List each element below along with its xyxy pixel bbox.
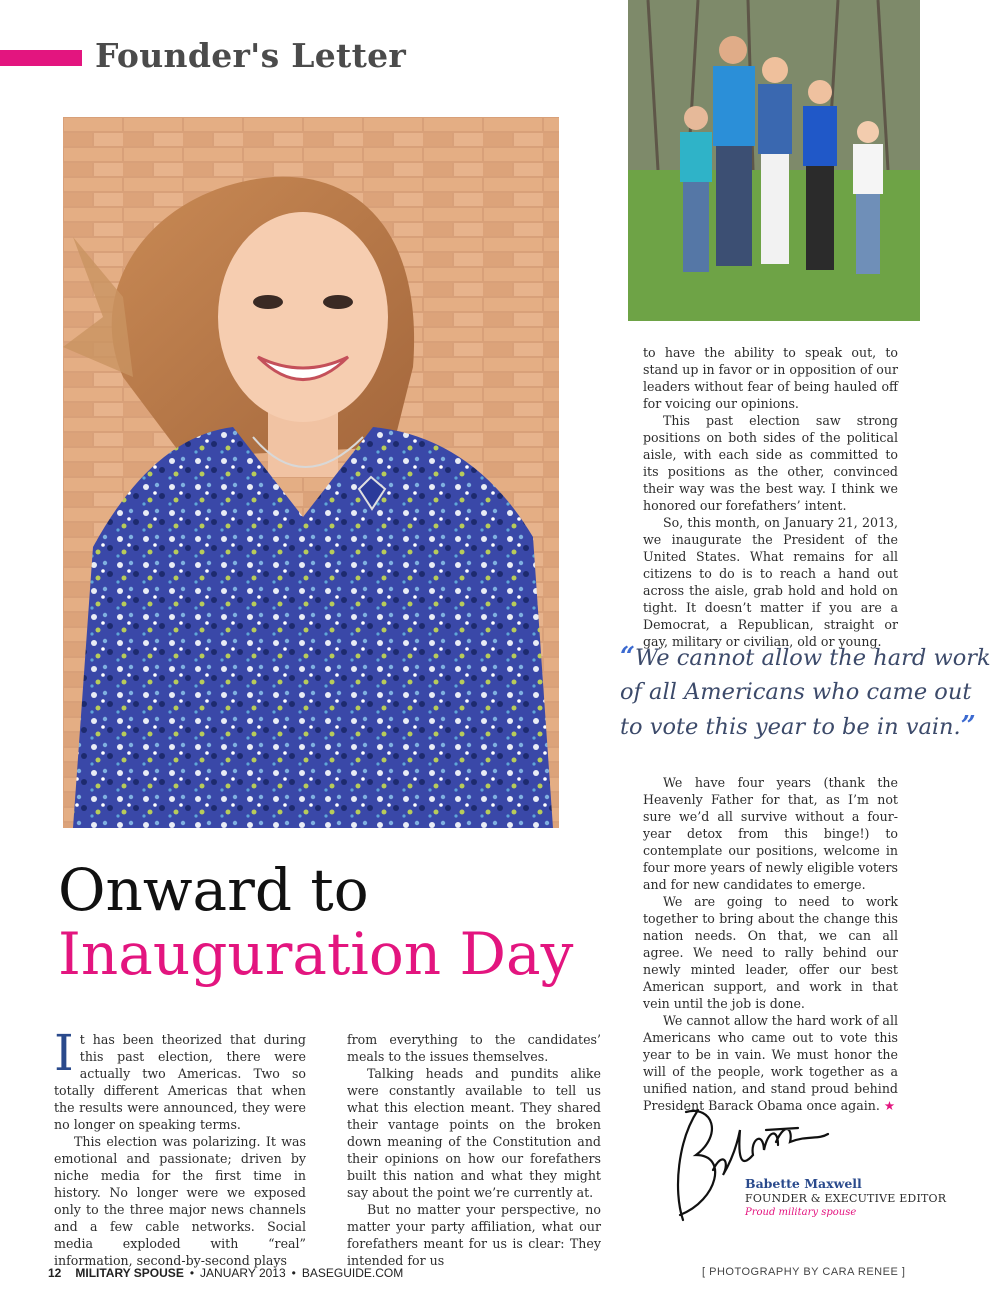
page-footer — [48, 1266, 403, 1280]
page-number: 12 — [48, 1266, 62, 1280]
paragraph: This past election saw strong positions on both sides of the political aisle, with each side as committed to its positions as the other, convinced their way was the best way. I think we honored our forefathers’ intent. — [643, 413, 898, 513]
close-quote-mark: ” — [960, 711, 976, 741]
article-column-left — [54, 1024, 306, 1269]
section-title: Founder's Letter — [95, 36, 407, 75]
paragraph: So, this month, on January 21, 2013, we inaugurate the President of the United States. What remains for all citizens to do is to reach a hand out across the aisle, grab hold and hold on tight. It doesn’t matter if you are a Democrat, a Republican, straight or gay, military or civilian, old or young. — [643, 515, 898, 649]
separator-dot: • — [189, 1266, 195, 1280]
headline-line-1: Onward to — [58, 856, 369, 924]
article-column-right-top — [643, 344, 898, 650]
headline — [58, 858, 598, 986]
issue-date: JANUARY 2013 — [200, 1266, 286, 1280]
magazine-name: MILITARY SPOUSE — [75, 1266, 184, 1280]
pull-quote-line: We cannot allow the hard work — [634, 645, 991, 671]
star-icon: ★ — [883, 1098, 896, 1113]
paragraph: But no matter your perspective, no matter your party affiliation, what our forefathers meant for us is clear: They intended for us — [347, 1202, 601, 1268]
website: BASEGUIDE.COM — [301, 1266, 404, 1280]
paragraph: Talking heads and pundits alike were constantly available to tell us what this election meant. They shared their vantage points on the broken down meaning of the Constitution and their opinions on how our forefathers built this nation and what they might say about the point we’re currently at. — [347, 1066, 601, 1200]
pull-quote-line: of all Americans who came out — [620, 679, 972, 705]
paragraph: t has been theorized that during this past election, there were actually two Americas. Two so totally different Americas that when the results were announced, they were no longer on speaking terms. — [54, 1032, 306, 1132]
pull-quote-line: to vote this year to be in vain. — [620, 714, 961, 740]
paragraph: We have four years (thank the Heavenly Father for that, as I’m not sure we’d all survive without a four-year detox from this binge!) to contemplate our positions, welcome in four more years of newly eligible voters and for new candidates to emerge. — [643, 775, 898, 892]
signature-tagline: Proud military spouse — [745, 1207, 857, 1218]
pull-quote — [620, 640, 991, 744]
signature-name: Babette Maxwell — [745, 1176, 862, 1191]
paragraph: We are going to need to work together to bring about the change this nation needs. On that, we can all agree. We need to rally behind our newly minted leader, offer our best American support, and work in that vein until the job is done. — [643, 894, 898, 1011]
headline-line-2: Inauguration Day — [58, 920, 574, 988]
family-photo — [628, 0, 920, 321]
article-column-right-bottom — [643, 774, 898, 1114]
paragraph: from everything to the candidates’ meals to the issues themselves. — [347, 1032, 601, 1064]
drop-cap: I — [54, 1024, 74, 1082]
signature-role: FOUNDER & EXECUTIVE EDITOR — [745, 1192, 947, 1205]
open-quote-mark: “ — [620, 642, 635, 672]
paragraph: We cannot allow the hard work of all Americans who came out to vote this year to be in vain. We must honor the will of the people, work together as a unified nation, and stand proud behind President Barack Obama once again. — [643, 1013, 898, 1113]
photo-credit: [ PHOTOGRAPHY BY CARA RENEE ] — [702, 1266, 906, 1278]
founder-portrait-photo — [63, 117, 559, 828]
article-column-middle — [347, 1031, 601, 1269]
section-accent-bar — [0, 50, 82, 66]
paragraph: to have the ability to speak out, to stand up in favor or in opposition of our leaders without fear of being hauled off for voicing our opinions. — [643, 345, 898, 411]
separator-dot: • — [291, 1266, 296, 1280]
paragraph: This election was polarizing. It was emotional and passionate; driven by niche media for the first time in history. No longer were we exposed only to the three major news channels and a few cable networks. Social media exploded with “real” information, second-by-second plays — [54, 1134, 306, 1268]
